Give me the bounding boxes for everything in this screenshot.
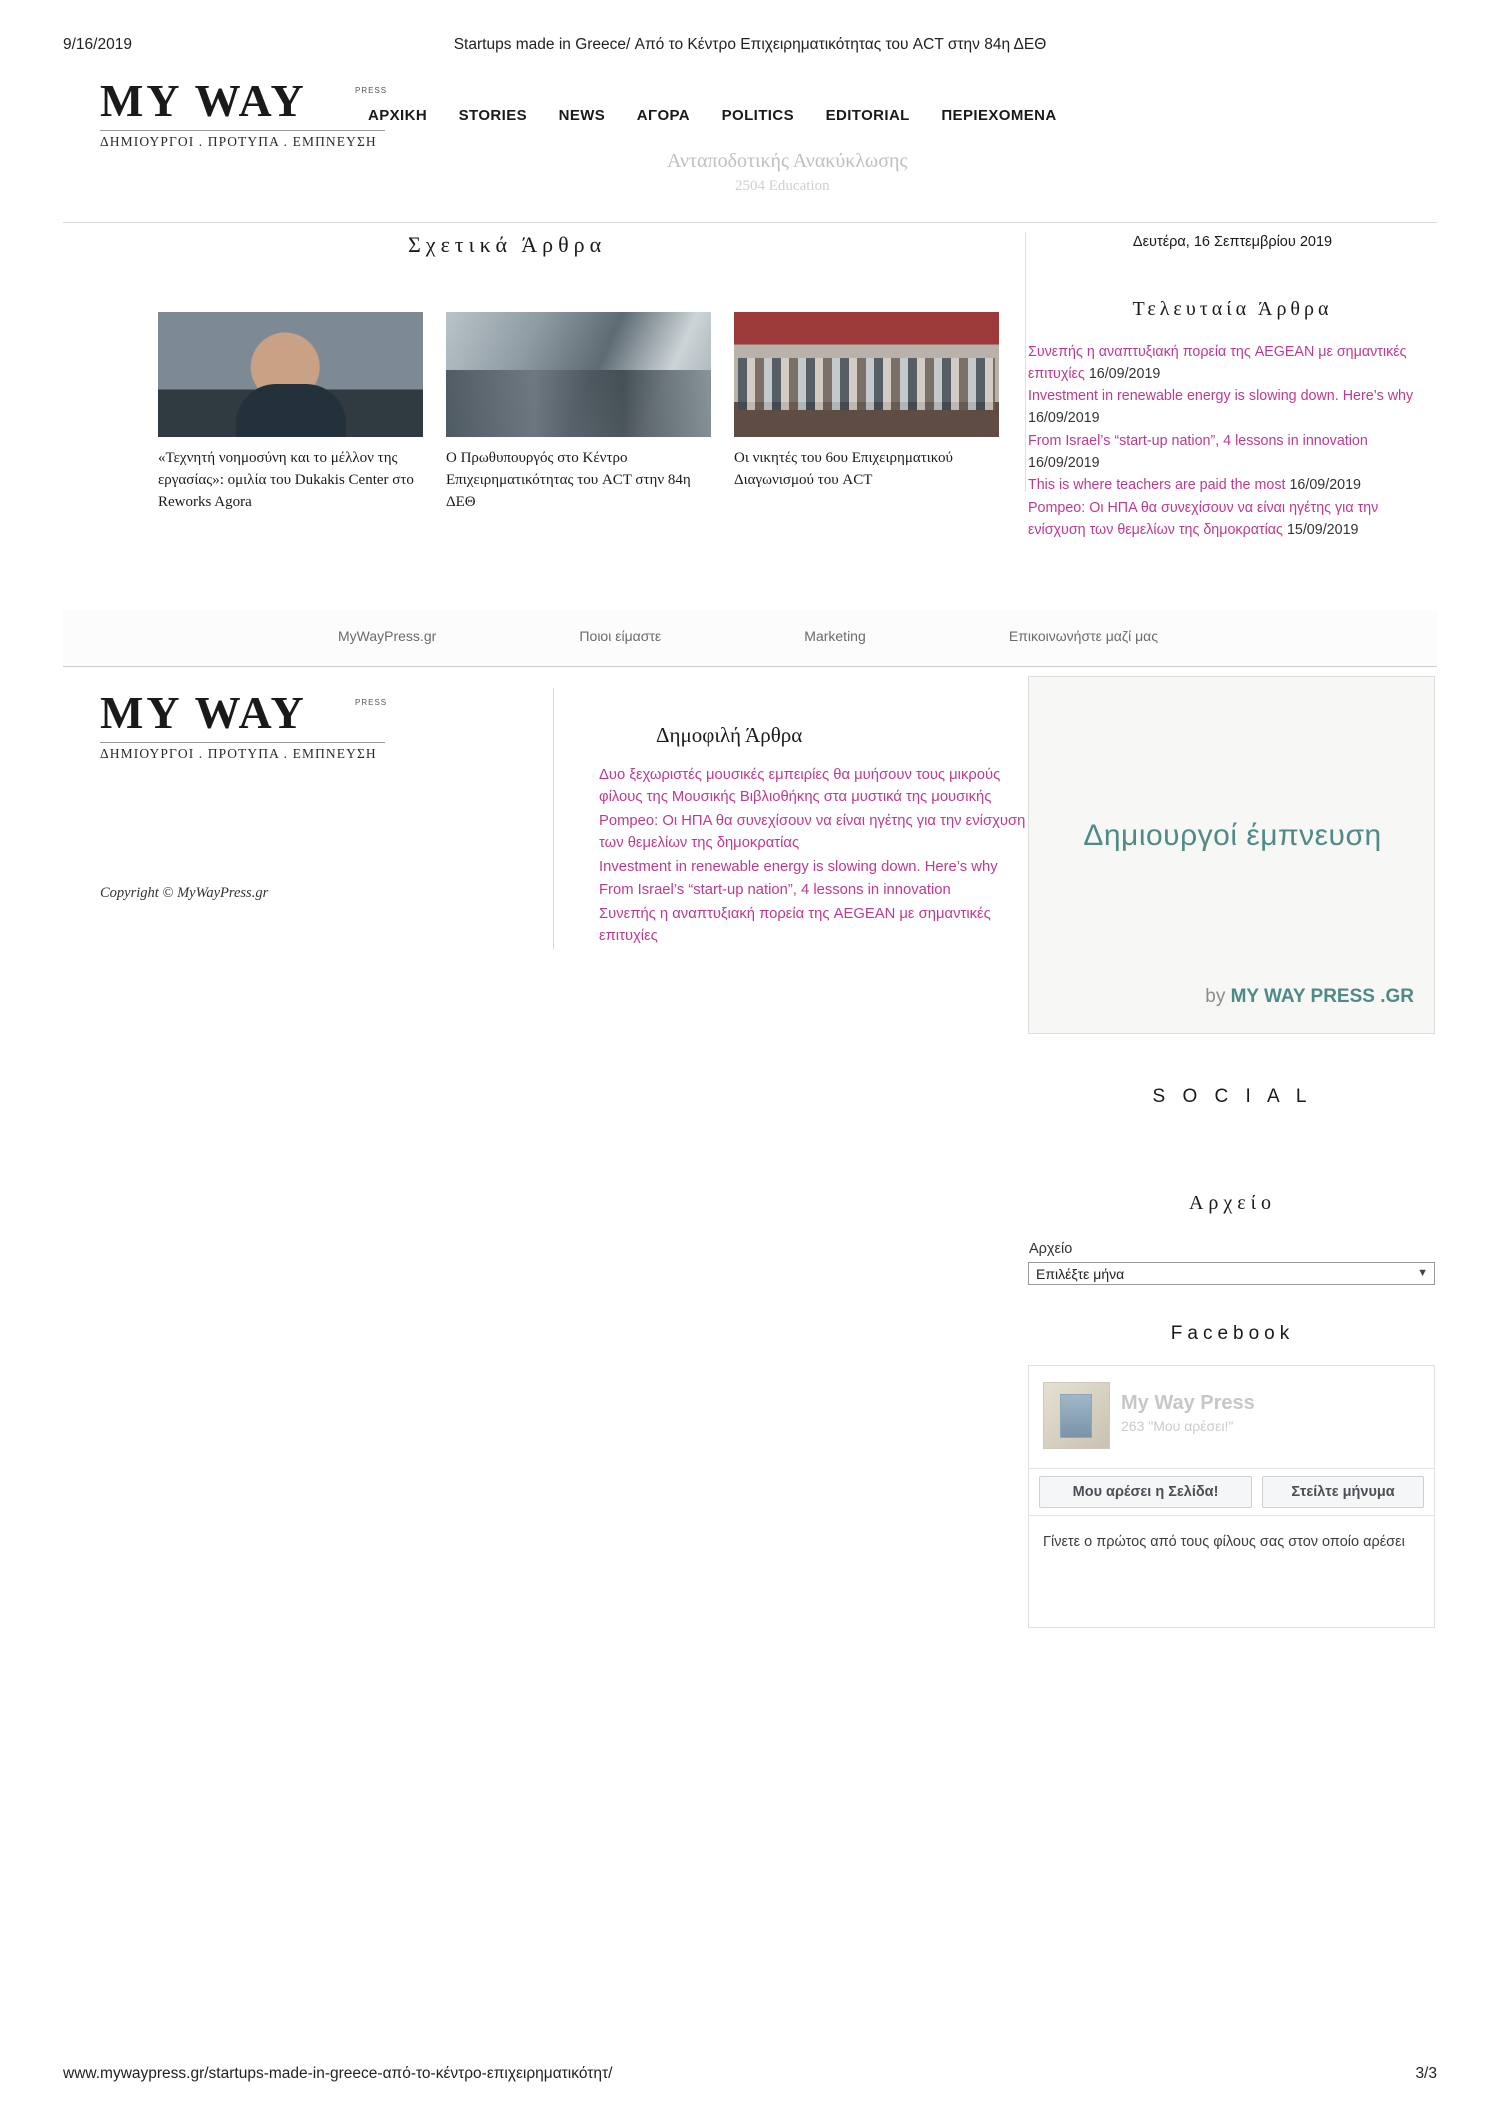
related-card[interactable] xyxy=(158,312,423,513)
related-articles-section xyxy=(63,232,993,510)
archive-select-value: Επιλέξτε μήνα xyxy=(1036,1266,1125,1282)
logo-press-tag: PRESS xyxy=(355,86,388,95)
footer-logo-tagline: ΔΗΜΙΟΥΡΓΟΙ . ΠΡΟΤΥΠΑ . ΕΜΠΝΕΥΣΗ xyxy=(100,742,385,762)
latest-item-link[interactable]: Pompeo: Οι ΗΠΑ θα συνεχίσουν να είναι ηγέτης για την ενίσχυση των θεμελίων της δημοκρατίας xyxy=(1028,500,1379,538)
facebook-widget-title: Facebook xyxy=(1170,1323,1295,1344)
print-page-number: 3/3 xyxy=(1415,2065,1437,2082)
related-card[interactable] xyxy=(446,312,711,513)
latest-item-link[interactable]: Συνεπής η αναπτυξιακή πορεία της AEGEAN με σημαντικές επιτυχίες xyxy=(1028,344,1407,382)
print-title: Startups made in Greece/ Από το Κέντρο Επιχειρηματικότητας του ACT στην 84η ΔΕΘ xyxy=(453,36,1047,53)
nav-item-news[interactable]: NEWS xyxy=(558,107,606,124)
print-header xyxy=(0,36,1500,56)
related-card[interactable] xyxy=(734,312,999,513)
facebook-like-count: 263 "Μου αρέσει!" xyxy=(1121,1418,1234,1434)
latest-list-item[interactable] xyxy=(1028,431,1437,474)
popular-item-link[interactable]: Investment in renewable energy is slowing down. Here’s why xyxy=(599,858,998,875)
related-card-caption: «Τεχνητή νοημοσύνη και το μέλλον της εργασίας»: ομιλία του Dukakis Center στο Reworks Agora xyxy=(158,450,414,510)
main-nav xyxy=(368,107,1057,124)
related-thumbnail-image[interactable] xyxy=(734,312,999,437)
facebook-like-button[interactable]: Μου αρέσει η Σελίδα! xyxy=(1039,1476,1252,1508)
ghost-text-secondary: 2504 Education xyxy=(735,178,830,194)
latest-item-link[interactable]: From Israel’s “start-up nation”, 4 lessons in innovation xyxy=(1028,432,1368,449)
facebook-friends-note: Γίνετε ο πρώτος από τους φίλους σας στον οποίο αρέσει xyxy=(1043,1534,1405,1550)
footer-link-marketing[interactable]: Marketing xyxy=(804,628,866,644)
popular-list-item[interactable] xyxy=(599,856,1039,878)
footer-link-contact[interactable]: Επικοινωνήστε μαζί μας xyxy=(1008,628,1158,644)
nav-item-periexomena[interactable]: ΠΕΡΙΕΧΟΜΕΝΑ xyxy=(941,107,1057,124)
popular-list-item[interactable] xyxy=(599,764,1039,809)
masthead xyxy=(100,74,1437,149)
current-date: Δευτέρα, 16 Σεπτεμβρίου 2019 xyxy=(1132,234,1333,250)
promo-byline xyxy=(1205,986,1414,1008)
popular-articles-title: Δημοφιλή Άρθρα xyxy=(656,723,803,747)
latest-list-item[interactable] xyxy=(1028,475,1437,497)
latest-item-date: 15/09/2019 xyxy=(1286,521,1359,538)
column-divider xyxy=(1025,232,1026,492)
popular-articles-widget xyxy=(553,688,1039,949)
promo-byline-brand: MY WAY PRESS .GR xyxy=(1230,986,1414,1007)
archive-month-select[interactable] xyxy=(1028,1262,1435,1285)
latest-item-date: 16/09/2019 xyxy=(1289,477,1362,494)
footer-divider xyxy=(63,666,1437,667)
related-articles-title: Σχετικά Άρθρα xyxy=(408,232,607,257)
archive-widget-title: Αρχείο xyxy=(1188,1192,1277,1214)
footer-nav-links xyxy=(338,628,1158,644)
promo-headline: Δημιουργοί έμπνευση xyxy=(1083,819,1382,852)
latest-articles-list xyxy=(1028,342,1437,541)
latest-articles-title: Τελευταία Άρθρα xyxy=(1132,298,1333,320)
popular-item-link[interactable]: Pompeo: Οι ΗΠΑ θα συνεχίσουν να είναι ηγέτης για την ενίσχυση των θεμελίων της δημοκρατίας xyxy=(599,812,1026,852)
site-logo[interactable] xyxy=(100,75,400,150)
archive-select-label: Αρχείο xyxy=(1029,1241,1073,1257)
popular-list-item[interactable] xyxy=(599,879,1039,901)
popular-list-item[interactable] xyxy=(599,810,1039,855)
related-articles-grid xyxy=(158,312,998,513)
popular-item-link[interactable]: From Israel’s “start-up nation”, 4 lessons in innovation xyxy=(599,882,951,899)
facebook-page-avatar xyxy=(1043,1382,1110,1449)
related-thumbnail-image[interactable] xyxy=(446,312,711,437)
print-url: www.mywaypress.gr/startups-made-in-greece-από-το-κέντρο-επιχειρηματικότητ/ xyxy=(63,2065,613,2082)
latest-articles-rail xyxy=(1028,232,1437,542)
header-divider xyxy=(63,222,1437,223)
facebook-page-widget xyxy=(1028,1365,1435,1628)
popular-item-link[interactable]: Συνεπής η αναπτυξιακή πορεία της AEGEAN με σημαντικές επιτυχίες xyxy=(599,905,991,945)
sidebar-widgets xyxy=(1028,676,1437,1628)
latest-item-link[interactable]: Investment in renewable energy is slowing down. Here’s why xyxy=(1028,388,1414,405)
popular-list-item[interactable] xyxy=(599,903,1039,948)
latest-item-date: 16/09/2019 xyxy=(1028,454,1100,471)
chevron-down-icon: ▼ xyxy=(1417,1267,1428,1279)
latest-item-link[interactable]: This is where teachers are paid the most xyxy=(1028,477,1286,494)
nav-item-editorial[interactable]: EDITORIAL xyxy=(825,107,910,124)
latest-item-date: 16/09/2019 xyxy=(1088,365,1161,382)
nav-item-stories[interactable]: STORIES xyxy=(458,107,528,124)
nav-item-agora[interactable]: ΑΓΟΡΑ xyxy=(636,107,691,124)
footer-link-about[interactable]: Ποιοι είμαστε xyxy=(579,628,662,644)
logo-tagline: ΔΗΜΙΟΥΡΓΟΙ . ΠΡΟΤΥΠΑ . ΕΜΠΝΕΥΣΗ xyxy=(100,130,385,150)
footer-link-mywaypress[interactable]: MyWayPress.gr xyxy=(338,628,437,644)
popular-item-link[interactable]: Δυο ξεχωριστές μουσικές εμπειρίες θα μυήσουν τους μικρούς φίλους της Μουσικής Βιβλιοθήκης στα μυστικά της μουσικής xyxy=(599,767,1001,806)
promo-byline-prefix: by xyxy=(1205,986,1231,1007)
social-widget-title: S O C I A L xyxy=(1152,1086,1313,1107)
footer-nav-band xyxy=(63,610,1437,666)
ghost-text-primary: Ανταποδοτικής Ανακύκλωσης xyxy=(667,150,908,172)
related-thumbnail-image[interactable] xyxy=(158,312,423,437)
latest-list-item[interactable] xyxy=(1028,342,1437,385)
promo-banner[interactable] xyxy=(1028,676,1435,1034)
related-card-caption: Οι νικητές του 6ου Επιχειρηματικού Διαγωνισμού του ACT xyxy=(734,450,953,488)
facebook-button-row xyxy=(1029,1468,1434,1516)
related-card-caption: Ο Πρωθυπουργός στο Κέντρο Επιχειρηματικότητας του ACT στην 84η ΔΕΘ xyxy=(446,450,691,510)
print-date: 9/16/2019 xyxy=(63,36,132,53)
latest-item-date: 16/09/2019 xyxy=(1028,410,1100,427)
nav-item-politics[interactable]: POLITICS xyxy=(721,107,794,124)
footer-logo[interactable] xyxy=(100,687,400,762)
footer-logo-wordmark: MY WAY xyxy=(100,687,307,738)
facebook-page-name: My Way Press xyxy=(1121,1392,1255,1414)
logo-wordmark: MY WAY xyxy=(100,75,307,126)
copyright-text: Copyright © MyWayPress.gr xyxy=(100,885,269,901)
nav-item-arxiki[interactable]: ΑΡΧΙΚΗ xyxy=(368,107,428,124)
footer-logo-press-tag: PRESS xyxy=(355,698,388,707)
latest-list-item[interactable] xyxy=(1028,498,1437,541)
facebook-cover xyxy=(1029,1366,1434,1462)
popular-articles-list xyxy=(599,764,1039,948)
facebook-message-button[interactable]: Στείλτε μήνυμα xyxy=(1262,1476,1424,1508)
page-body xyxy=(63,74,1437,1974)
latest-list-item[interactable] xyxy=(1028,386,1437,429)
